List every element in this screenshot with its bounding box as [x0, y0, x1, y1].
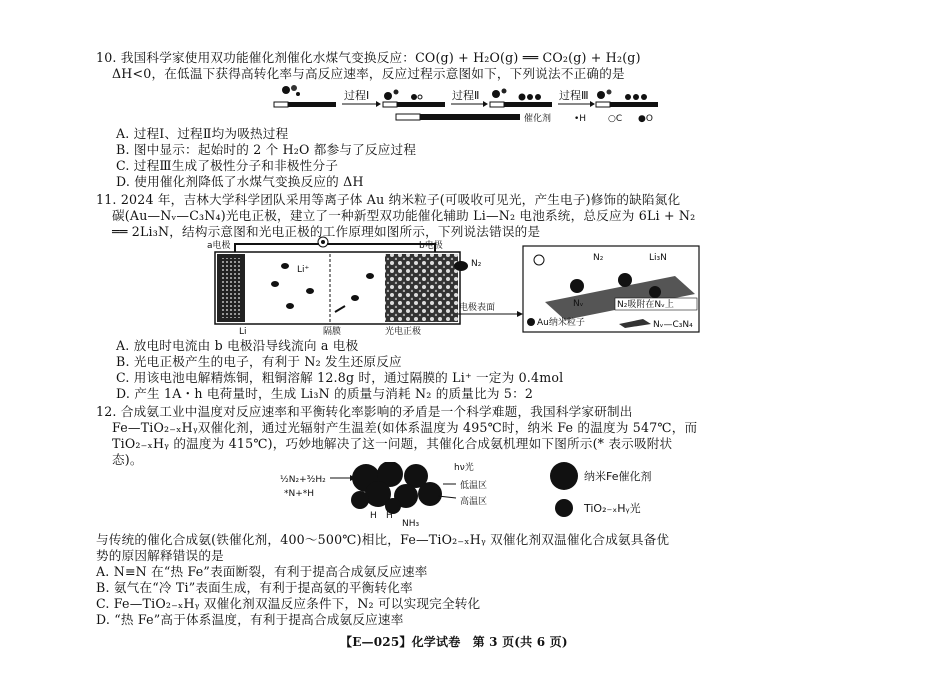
high-zone-label: 高温区	[460, 497, 488, 507]
q12-stem-line4: 态)。	[112, 452, 143, 467]
q11-stem-line2: 碳(Au—Nᵥ—C₃N₄)光电正极，建立了一种新型双功能催化辅助 Li—N₂ 电池系统，总反应为 6Li + N₂	[112, 208, 696, 223]
reactants-label: ½N₂+³⁄₂H₂	[280, 475, 326, 485]
page-footer: 【E—025】化学试卷 第 3 页(共 6 页)	[340, 635, 568, 649]
h1-label: H	[370, 511, 377, 521]
q12-mechanism-diagram	[278, 462, 698, 528]
q11-stem-line1: 11. 2024 年，吉林大学科学团队采用等离子体 Au 纳米粒子(可吸收可见光，产生电子)修饰的缺陷氮化	[96, 192, 681, 207]
q10-option-d: D. 使用催化剂降低了水煤气变换反应的 ΔH	[116, 174, 364, 189]
step3-label: 过程Ⅲ	[559, 89, 589, 102]
q12-stem-line5: 与传统的催化合成氨(铁催化剂，400～500℃)相比，Fe—TiO₂₋ₓHᵧ 双催化剂双温催化合成氨具备优	[96, 532, 670, 547]
q12-stem-line6: 势的原因解释错误的是	[96, 548, 224, 563]
q11-option-b: B. 光电正极产生的电子，有利于 N₂ 发生还原反应	[116, 354, 402, 369]
nv-label: Nᵥ	[573, 299, 584, 309]
q12-stem-line2: Fe—TiO₂₋ₓHᵧ双催化剂，通过光辐射产生温差(如体系温度为 495℃时，纳米 Fe 的温度为 547℃，而	[112, 420, 698, 435]
h2-label: H	[386, 511, 393, 521]
q12-option-d: D. “热 Fe”高于体系温度，有利于提高合成氨反应速率	[96, 612, 404, 627]
li-ion-label: Li⁺	[297, 265, 310, 275]
nv-c3n4-label: Nᵥ—C₃N₄	[653, 320, 693, 330]
legend-h: •H	[574, 114, 587, 124]
surface-label: 电极表面	[459, 303, 496, 313]
photo-cathode-label: 光电正极	[385, 327, 422, 337]
q11-option-c: C. 用该电池电解精炼铜，粗铜溶解 12.8g 时，通过隔膜的 Li⁺ 一定为 0.4mol	[116, 370, 564, 385]
n2-label: N₂	[471, 259, 482, 269]
legend-ti-label: TiO₂₋ₓHᵧ光	[584, 502, 641, 515]
inset-li3n-label: Li₃N	[649, 253, 667, 263]
q11-stem-line3: ══ 2Li₃N，结构示意图和光电正极的工作原理如图所示，下列说法错误的是	[112, 224, 541, 239]
legend-catalyst: 催化剂	[524, 114, 552, 124]
q12-option-b: B. 氨气在“冷 Ti”表面生成，有利于提高氨的平衡转化率	[96, 580, 413, 595]
nh3-label: NH₃	[402, 519, 420, 528]
adsorbed-label: *N+*H	[284, 489, 315, 499]
au-np-label: Au纳米粒子	[537, 318, 585, 328]
q12-option-c: C. Fe—TiO₂₋ₓHᵧ 双催化剂双温反应条件下，N₂ 可以实现完全转化	[96, 596, 481, 611]
adsorb-label: N₂吸附在Nᵥ上	[617, 300, 674, 310]
q10-reaction-diagram	[268, 82, 668, 126]
step1-label: 过程Ⅰ	[344, 89, 370, 102]
legend-o: ●O	[638, 114, 653, 124]
q12-option-a: A. N≡N 在“热 Fe”表面断裂，有利于提高合成氨反应速率	[96, 564, 428, 579]
inset-n2-label: N₂	[593, 253, 604, 263]
step2-label: 过程Ⅱ	[452, 89, 480, 102]
q10-stem-line2: ΔH<0，在低温下获得高转化率与高反应速率，反应过程示意图如下，下列说法不正确的是	[112, 66, 625, 81]
q11-option-d: D. 产生 1A・h 电荷量时，生成 Li₃N 的质量与消耗 N₂ 的质量比为 5：2	[116, 386, 534, 401]
a-electrode-label: a电极	[207, 241, 231, 251]
b-electrode-label: b电极	[419, 241, 443, 251]
low-zone-label: 低温区	[460, 481, 488, 491]
q12-stem-line3: TiO₂₋ₓHᵧ 的温度为 415℃)，巧妙地解决了这一问题，其催化合成氨机理如下图所示(* 表示吸附状	[112, 436, 673, 451]
q11-battery-diagram	[205, 236, 705, 338]
q10-option-a: A. 过程Ⅰ、过程Ⅱ均为吸热过程	[116, 126, 289, 141]
q10-stem-line1: 10. 我国科学家使用双功能催化剂催化水煤气变换反应：CO(g) + H₂O(g) ══ CO₂(g) + H₂(g)	[96, 50, 641, 65]
q12-stem-line1: 12. 合成氨工业中温度对反应速率和平衡转化率影响的矛盾是一个科学难题，我国科学家研制出	[96, 404, 633, 419]
q10-option-b: B. 图中显示：起始时的 2 个 H₂O 都参与了反应过程	[116, 142, 417, 157]
photo-cathode	[385, 254, 458, 322]
q11-option-a: A. 放电时电流由 b 电极沿导线流向 a 电极	[116, 338, 359, 353]
legend-fe-label: 纳米Fe催化剂	[584, 470, 652, 483]
separator-label: 隔膜	[323, 327, 342, 337]
q10-option-c: C. 过程Ⅲ生成了极性分子和非极性分子	[116, 158, 339, 173]
legend-c: ○C	[608, 114, 623, 124]
li-label: Li	[239, 327, 247, 337]
hv-label: hν光	[454, 463, 474, 473]
